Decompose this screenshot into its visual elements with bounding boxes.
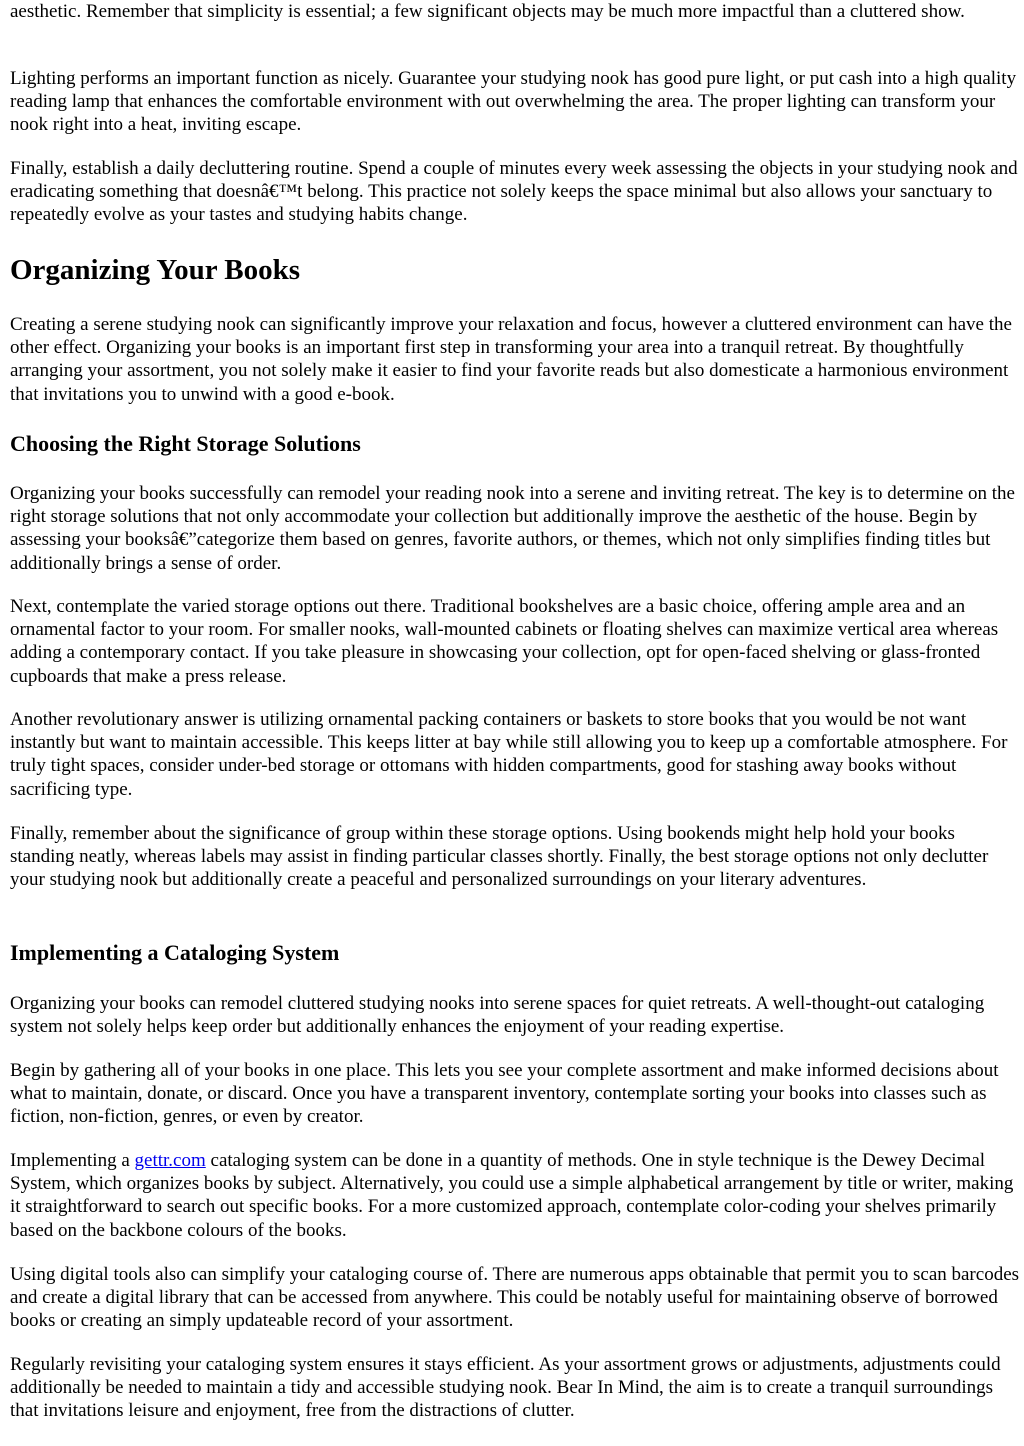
paragraph: Finally, establish a daily decluttering routine. Spend a couple of minutes every week assessing the objects in your studying nook and eradicating something that doesnâ€™t belong. This practice not solely keeps the space minimal but also allows your sanctuary to repeatedly evolve as your tastes and studying habits change. bbox=[10, 158, 1018, 226]
paragraph-text-before-link: Implementing a bbox=[10, 1150, 135, 1171]
subsection-heading-cataloging: Implementing a Cataloging System bbox=[10, 940, 340, 965]
paragraph: Another revolutionary answer is utilizing ornamental packing containers or baskets to store books that you would be not want instantly but want to maintain accessible. This keeps litter at bay while still allowing you to keep up a comfortable atmosphere. For truly tight spaces, consider under-bed storage or ottomans with hidden compartments, good for stashing away books without sacrificing type. bbox=[10, 709, 1008, 800]
paragraph-with-link bbox=[10, 1149, 1020, 1242]
paragraph: Organizing your books can remodel cluttered studying nooks into serene spaces for quiet retreats. A well-thought-out cataloging system not solely helps keep order but additionally enhances the enjoyment of your reading expertise. bbox=[10, 993, 985, 1038]
paragraph-text-after-link: cataloging system can be done in a quantity of methods. One in style technique is the Dewey Decimal System, which organizes books by subject. Alternatively, you could use a simple alphabetical arrangement by title or writer, making it straightforward to search out specific books. For a more customized approach, contemplate color-coding your shelves primarily based on the backbone colours of the books. bbox=[10, 1150, 1014, 1241]
paragraph: Regularly revisiting your cataloging system ensures it stays efficient. As your assortment grows or adjustments, adjustments could additionally be needed to maintain a tidy and accessible studying nook. Bear In Mind, the aim is to create a tranquil surroundings that invitations leisure and enjoyment, free from the distractions of clutter. bbox=[10, 1354, 1001, 1422]
paragraph: aesthetic. Remember that simplicity is essential; a few significant objects may be much more impactful than a cluttered show. bbox=[10, 1, 965, 22]
paragraph: Next, contemplate the varied storage options out there. Traditional bookshelves are a basic choice, offering ample area and an ornamental factor to your room. For smaller nooks, wall-mounted cabinets or floating shelves can maximize vertical area whereas adding a contemporary contact. If you take pleasure in showcasing your collection, opt for open-faced shelving or glass-fronted cupboards that make a press release. bbox=[10, 596, 999, 687]
paragraph: Using digital tools also can simplify your cataloging course of. There are numerous apps obtainable that permit you to scan barcodes and create a digital library that can be accessed from anywhere. This could be notably useful for maintaining observe of borrowed books or creating an simply updateable record of your assortment. bbox=[10, 1264, 1020, 1332]
paragraph: Begin by gathering all of your books in one place. This lets you see your complete assortment and make informed decisions about what to maintain, donate, or discard. Once you have a transparent inventory, contemplate sorting your books into classes such as fiction, non-fiction, genres, or even by creator. bbox=[10, 1060, 999, 1128]
paragraph: Finally, remember about the significance of group within these storage options. Using bookends might help hold your books standing neatly, whereas labels may assist in finding particular classes shortly. Finally, the best storage options not only declutter your studying nook but additionally create a peaceful and personalized surroundings on your literary adventures. bbox=[10, 823, 989, 891]
subsection-heading-storage: Choosing the Right Storage Solutions bbox=[10, 431, 361, 456]
section-heading-organizing: Organizing Your Books bbox=[10, 254, 301, 286]
paragraph: Creating a serene studying nook can significantly improve your relaxation and focus, however a cluttered environment can have the other effect. Organizing your books is an important first step in transforming your area into a tranquil retreat. By thoughtfully arranging your assortment, you not solely make it easier to find your favorite reads but also domesticate a harmonious environment that invitations you to unwind with a good e-book. bbox=[10, 314, 1012, 405]
gettr-link[interactable]: gettr.com bbox=[134, 1150, 206, 1171]
paragraph: Lighting performs an important function as nicely. Guarantee your studying nook has good pure light, or put cash into a high quality reading lamp that enhances the comfortable environment with out overwhelming the area. The proper lighting can transform your nook right into a heat, inviting escape. bbox=[10, 68, 1017, 136]
paragraph: Organizing your books successfully can remodel your reading nook into a serene and inviting retreat. The key is to determine on the right storage solutions that not only accommodate your collection but additionally improve the aesthetic of the house. Begin by assessing your booksâ€”categorize them based on genres, favorite authors, or themes, which not only simplifies finding titles but additionally brings a sense of order. bbox=[10, 483, 1015, 574]
